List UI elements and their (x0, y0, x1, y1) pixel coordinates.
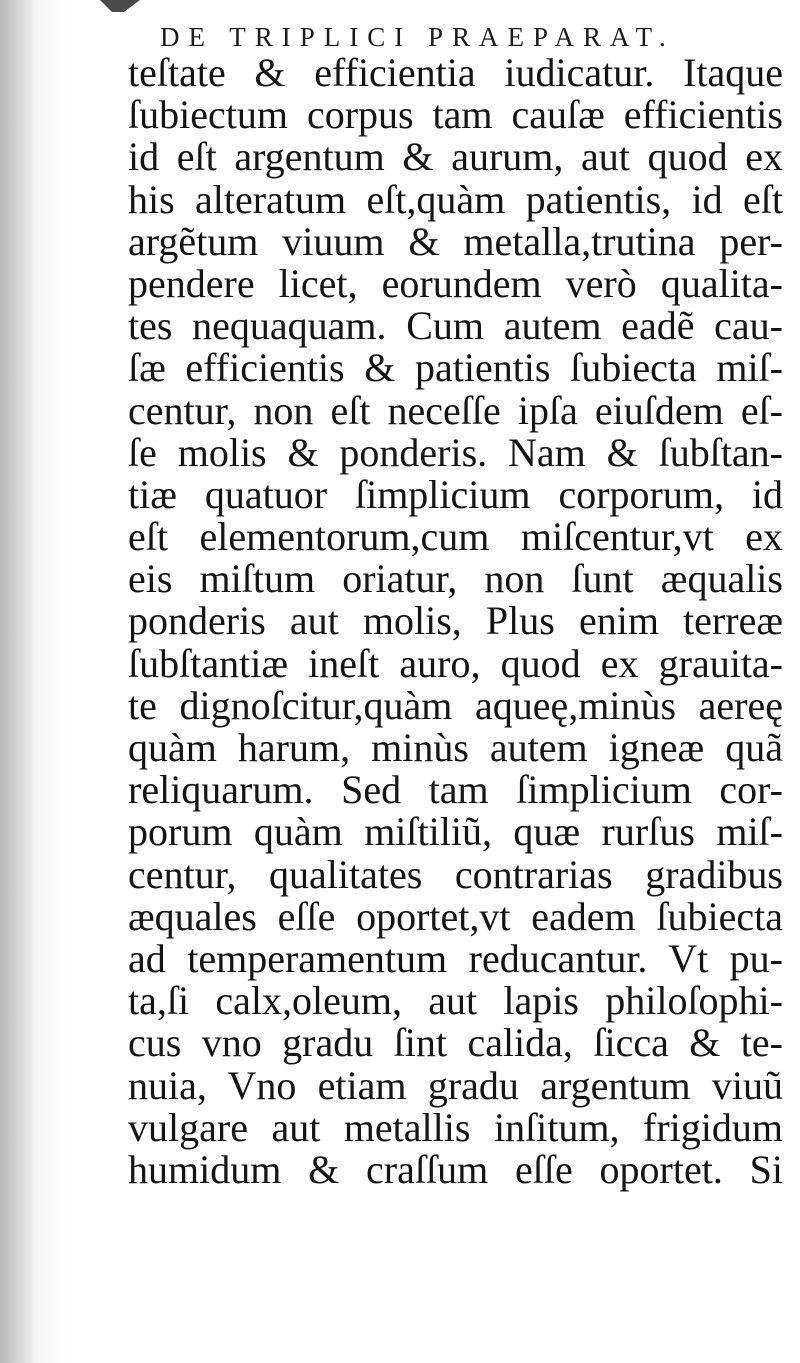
text-line: ſubſtantiæ ineſt auro, quod ex grauita- (128, 640, 783, 686)
text-line: ſubiectum corpus tam cauſæ efficientis (128, 92, 783, 138)
text-line: pendere licet, eorundem verò qualita- (128, 260, 783, 306)
text-line: cus vno gradu ſint calida, ſicca & te- (128, 1020, 783, 1066)
text-line: centur, non eſt neceſſe ipſa eiuſdem eſ- (128, 387, 783, 433)
text-line: ta,ſi calx,oleum, aut lapis philoſophi- (128, 978, 783, 1024)
text-line: quàm harum, minùs autem igneæ quã (128, 725, 783, 770)
text-line: reliquarum. Sed tam ſimplicium cor- (128, 767, 783, 813)
text-line: ad temperamentum reducantur. Vt pu- (128, 935, 783, 981)
text-line: his alteratum eſt,quàm patientis, id eſt (128, 176, 783, 222)
text-line: teſtate & efficientia iudicatur. Itaque (128, 50, 783, 95)
text-line: tiæ quatuor ſimplicium corporum, id (128, 471, 783, 517)
text-line: nuia, Vno etiam gradu argentum viuũ (128, 1062, 783, 1108)
text-line: æquales eſſe oportet,vt eadem ſubiecta (128, 893, 783, 939)
text-line: eſt elementorum,cum miſcentur,vt ex (128, 514, 783, 560)
text-line: eis miſtum oriatur, non ſunt æqualis (128, 556, 783, 602)
text-line: porum quàm miſtiliũ, quæ rurſus miſ- (128, 809, 783, 855)
corner-ink-mark (100, 0, 140, 12)
text-line: argẽtum viuum & metalla,trutina per- (128, 218, 783, 264)
text-line: ſe molis & ponderis. Nam & ſubſtan- (128, 429, 783, 475)
text-line: centur, qualitates contrarias gradibus (128, 851, 783, 897)
body-text (128, 52, 783, 1191)
text-line: tes nequaquam. Cum autem eadẽ cau- (128, 303, 783, 349)
running-head: DE TRIPLICI PRAEPARAT. (160, 22, 675, 52)
text-line: id eſt argentum & aurum, aut quod ex (128, 134, 783, 180)
text-line: vulgare aut metallis inſitum, frigidum (128, 1104, 783, 1150)
text-line: te dignoſcitur,quàm aqueę,minùs aereę (128, 682, 783, 728)
text-line: humidum & craſſum eſſe oportet. Si (128, 1146, 783, 1192)
text-line: ſæ efficientis & patientis ſubiecta miſ- (128, 345, 783, 391)
text-line: ponderis aut molis, Plus enim terreæ (128, 598, 783, 644)
page-edge-shadow (0, 0, 40, 1363)
